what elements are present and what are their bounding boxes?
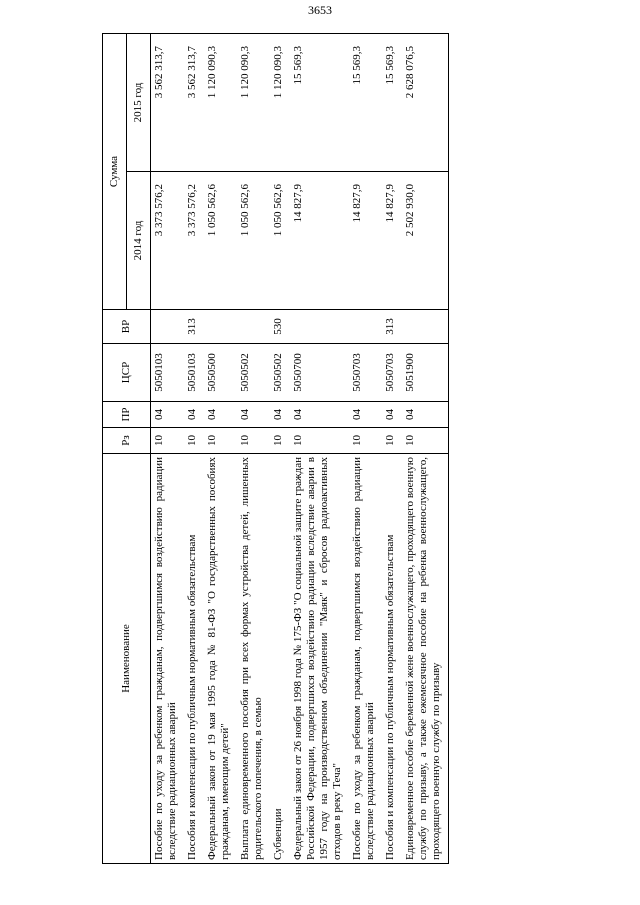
page-number: 3653 (308, 3, 332, 17)
row-csr: 5051900 (402, 344, 449, 402)
table-row (270, 34, 290, 864)
budget-table (102, 33, 449, 864)
row-vr: 530 (270, 310, 290, 344)
row-sum-2014: 14 827,9 (290, 172, 349, 310)
row-vr (237, 310, 270, 344)
row-name: Федеральный закон от 26 ноября 1998 года № 175-ФЗ "О социальной защите граждан Российской Федерации, подвергшихся воздействию радиации вследствие аварии в 1957 году на производственном объединении "Маяк" и сбросов радиоактивных отходов в реку Теча" (290, 454, 349, 864)
header-2014: 2014 год (127, 172, 151, 310)
row-name: Федеральный закон от 19 мая 1995 года № 81-ФЗ "О государственных пособиях гражданам, имеющим детей" (204, 454, 237, 864)
table-row (204, 34, 237, 864)
row-csr: 5050502 (237, 344, 270, 402)
row-name: Пособия и компенсации по публичным нормативным обязательствам (382, 454, 402, 864)
header-vr: ВР (103, 310, 151, 344)
row-sum-2015: 1 120 090,3 (204, 34, 237, 172)
row-sum-2014: 3 373 576,2 (151, 172, 185, 310)
row-csr: 5050700 (290, 344, 349, 402)
row-rz: 10 (270, 428, 290, 454)
row-vr: 313 (184, 310, 204, 344)
row-vr (204, 310, 237, 344)
row-sum-2014: 14 827,9 (382, 172, 402, 310)
table-row (402, 34, 449, 864)
row-sum-2015: 1 120 090,3 (237, 34, 270, 172)
row-sum-2014: 1 050 562,6 (204, 172, 237, 310)
header-pr: ПР (103, 402, 151, 428)
row-pr: 04 (151, 402, 185, 428)
row-rz: 10 (237, 428, 270, 454)
row-pr: 04 (184, 402, 204, 428)
rotated-table-container (102, 34, 617, 864)
row-name: Выплата единовременного пособия при всех формах устройства детей, лишенных родительского попечения, в семью (237, 454, 270, 864)
row-sum-2014: 1 050 562,6 (270, 172, 290, 310)
row-pr: 04 (402, 402, 449, 428)
table-row (184, 34, 204, 864)
row-name: Пособия и компенсации по публичным нормативным обязательствам (184, 454, 204, 864)
table-row (349, 34, 382, 864)
table-header (103, 34, 151, 864)
row-pr: 04 (270, 402, 290, 428)
row-rz: 10 (151, 428, 185, 454)
row-vr (349, 310, 382, 344)
row-csr: 5050502 (270, 344, 290, 402)
row-rz: 10 (382, 428, 402, 454)
table-row (290, 34, 349, 864)
row-name: Пособие по уходу за ребенком гражданам, подвергшимся воздействию радиации вследствие радиационных аварий (151, 454, 185, 864)
row-sum-2015: 3 562 313,7 (151, 34, 185, 172)
row-sum-2014: 2 502 930,0 (402, 172, 449, 310)
table-body (151, 34, 449, 864)
row-sum-2015: 15 569,3 (349, 34, 382, 172)
header-sum: Сумма (103, 34, 127, 310)
row-vr (290, 310, 349, 344)
row-csr: 5050500 (204, 344, 237, 402)
row-pr: 04 (290, 402, 349, 428)
row-name: Единовременное пособие беременной жене военнослужащего, проходящего военную службу по призыву, а также ежемесячное пособие на ребенка военнослужащего, проходящего военную службу по призыву (402, 454, 449, 864)
row-csr: 5050703 (349, 344, 382, 402)
row-name: Субвенции (270, 454, 290, 864)
row-pr: 04 (382, 402, 402, 428)
row-rz: 10 (349, 428, 382, 454)
row-sum-2015: 1 120 090,3 (270, 34, 290, 172)
row-vr: 313 (382, 310, 402, 344)
row-sum-2015: 2 628 076,5 (402, 34, 449, 172)
row-pr: 04 (237, 402, 270, 428)
header-rz: Рз (103, 428, 151, 454)
row-pr: 04 (204, 402, 237, 428)
row-sum-2015: 15 569,3 (382, 34, 402, 172)
row-rz: 10 (204, 428, 237, 454)
row-csr: 5050703 (382, 344, 402, 402)
row-csr: 5050103 (151, 344, 185, 402)
row-sum-2015: 15 569,3 (290, 34, 349, 172)
table-row (382, 34, 402, 864)
row-sum-2014: 3 373 576,2 (184, 172, 204, 310)
row-csr: 5050103 (184, 344, 204, 402)
row-rz: 10 (402, 428, 449, 454)
header-2015: 2015 год (127, 34, 151, 172)
row-rz: 10 (290, 428, 349, 454)
row-pr: 04 (349, 402, 382, 428)
row-sum-2015: 3 562 313,7 (184, 34, 204, 172)
row-sum-2014: 1 050 562,6 (237, 172, 270, 310)
row-name: Пособие по уходу за ребенком гражданам, подвергшимся воздействию радиации вследствие радиационных аварий (349, 454, 382, 864)
header-csr: ЦСР (103, 344, 151, 402)
table-row (151, 34, 185, 864)
row-vr (151, 310, 185, 344)
row-sum-2014: 14 827,9 (349, 172, 382, 310)
row-rz: 10 (184, 428, 204, 454)
header-name: Наименование (103, 454, 151, 864)
table-row (237, 34, 270, 864)
row-vr (402, 310, 449, 344)
